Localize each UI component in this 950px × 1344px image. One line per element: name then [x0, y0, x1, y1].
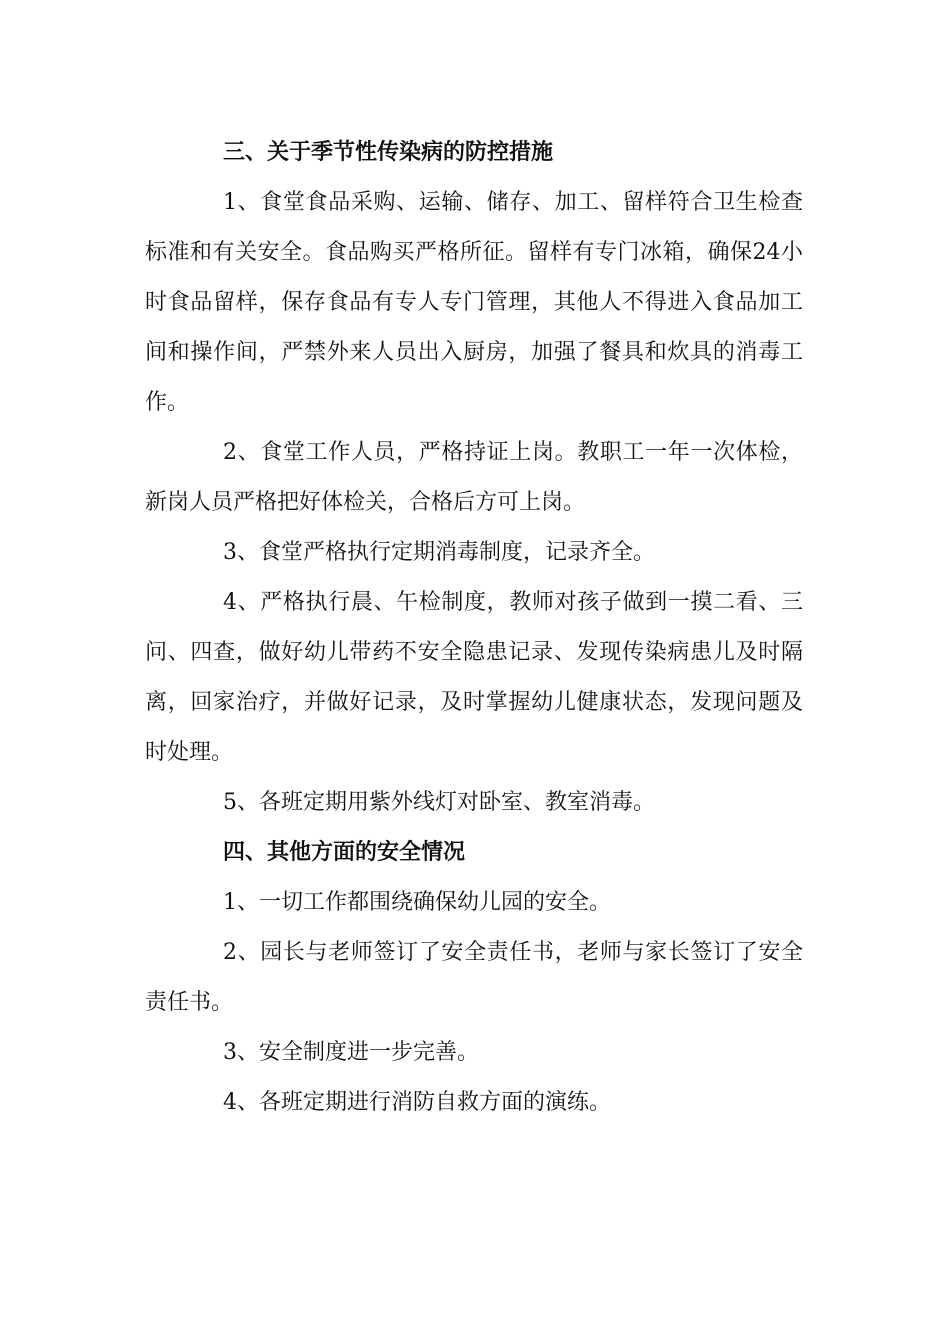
paragraph-responsibility-letter: 2、园长与老师签订了安全责任书，老师与家长签订了安全责任书。 — [145, 940, 803, 1015]
section-heading-seasonal-disease: 三、关于季节性传染病的防控措施 — [223, 140, 554, 165]
paragraph-canteen-staff: 2、食堂工作人员，严格持证上岗。教职工一年一次体检，新岗人员严格把好体检关，合格后方可上岗。 — [145, 440, 803, 515]
paragraph-safety-system: 3、安全制度进一步完善。 — [223, 1040, 479, 1065]
paragraph-fire-drill: 4、各班定期进行消防自救方面的演练。 — [223, 1090, 611, 1115]
section-heading-other-safety: 四、其他方面的安全情况 — [223, 840, 466, 865]
paragraph-overall-safety: 1、一切工作都围绕确保幼儿园的安全。 — [223, 890, 611, 915]
paragraph-uv-disinfection: 5、各班定期用紫外线灯对卧室、教室消毒。 — [223, 790, 655, 815]
paragraph-morning-check: 4、严格执行晨、午检制度，教师对孩子做到一摸二看、三问、四查，做好幼儿带药不安全隐患记录、发现传染病患儿及时隔离，回家治疗，并做好记录，及时掌握幼儿健康状态，发现问题及时处理。 — [145, 590, 803, 765]
paragraph-canteen-disinfection: 3、食堂严格执行定期消毒制度，记录齐全。 — [223, 540, 655, 565]
document-body — [145, 128, 803, 1128]
paragraph-canteen-food-safety: 1、食堂食品采购、运输、储存、加工、留样符合卫生检查标准和有关安全。食品购买严格所征。留样有专门冰箱，确保24小时食品留样，保存食品有专人专门管理，其他人不得进入食品加工间和操作间，严禁外来人员出入厨房，加强了餐具和炊具的消毒工作。 — [145, 190, 803, 415]
